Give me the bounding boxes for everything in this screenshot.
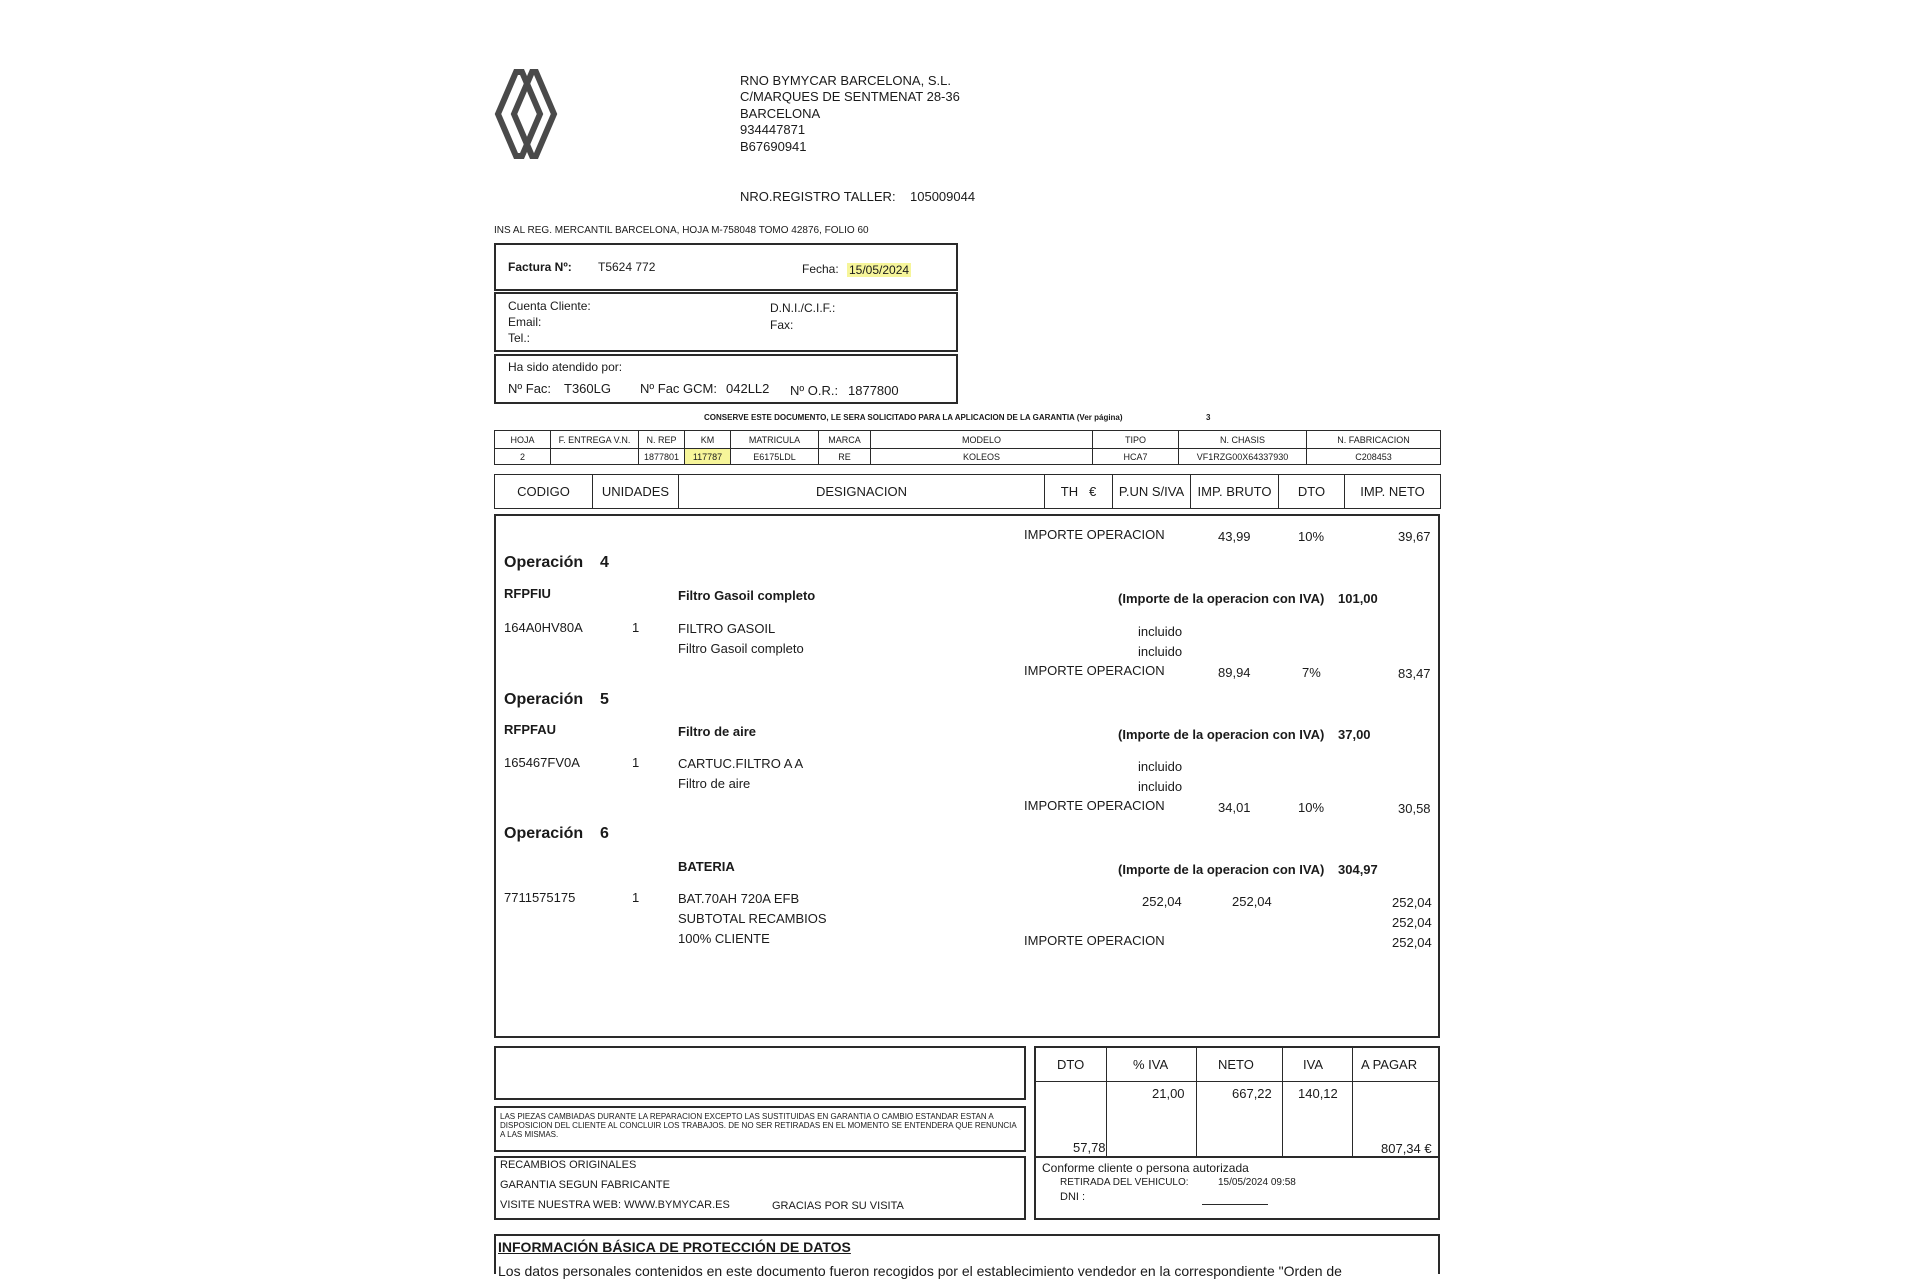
op4-units: 1 [632,620,640,635]
op5-number: 5 [600,691,609,708]
op5-importe-label: IMPORTE OPERACION [1024,798,1165,813]
vehicle-header-nrep: N. REP [639,431,685,449]
op5-neto: 30,58 [1398,801,1431,816]
mercantile-registry: INS AL REG. MERCANTIL BARCELONA, HOJA M-758048 TOMO 42876, FOLIO 60 [494,225,869,236]
vehicle-entrega [551,449,639,465]
op6-subtotal: 252,04 [1392,915,1432,930]
vehicle-value-row [495,449,1441,465]
totals-divider-2 [1196,1046,1197,1158]
vehicle-header-entrega: F. ENTREGA V.N. [551,431,639,449]
op4-number: 4 [600,554,609,571]
top-importe-dto: 10% [1298,529,1325,544]
op5-incluido-1: incluido [1138,759,1183,774]
customer-email-label: Email: [508,315,542,329]
customer-fax-label: Fax: [770,318,794,332]
totals-header-dto: DTO [1057,1057,1085,1072]
renault-logo [494,68,558,160]
op6-importe-label: IMPORTE OPERACION [1024,933,1165,948]
customer-dni-label: D.N.I./C.I.F.: [770,301,836,315]
col-dto: DTO [1279,475,1345,509]
vehicle-tipo: HCA7 [1093,449,1179,465]
op4-bruto: 89,94 [1218,665,1251,680]
top-importe-bruto: 43,99 [1218,529,1251,544]
warranty-text: GARANTIA SEGUN FABRICANTE [500,1179,670,1191]
top-importe-neto: 39,67 [1398,529,1431,544]
op5-total-iva: 37,00 [1338,727,1371,742]
op4-iva-label: (Importe de la operacion con IVA) [1118,591,1325,606]
op4-incluido-1: incluido [1138,624,1183,639]
vehicle-header-modelo: MODELO [871,431,1093,449]
attended-or-value: 1877800 [848,383,899,398]
totals-dto: 57,78 [1073,1140,1106,1155]
privacy-title: INFORMACIÓN BÁSICA DE PROTECCIÓN DE DATOS [498,1239,851,1255]
totals-header-iva-pct: % IVA [1133,1057,1169,1072]
invoice-number-label: Factura Nº: [508,260,572,274]
op5-title: Operación [504,691,584,708]
op5-units: 1 [632,755,640,770]
op4-neto: 83,47 [1398,666,1431,681]
vehicle-header-fabricacion: N. FABRICACION [1307,431,1441,449]
retirada-value: 15/05/2024 09:58 [1218,1177,1296,1188]
op4-total-iva: 101,00 [1338,591,1378,606]
remarks-box [494,1046,1026,1100]
dni-label: DNI : [1060,1191,1086,1203]
op4-code: RFPFIU [504,586,551,601]
op6-name: BATERIA [678,859,735,874]
totals-iva: 140,12 [1298,1086,1338,1101]
totals-header-divider [1034,1081,1440,1082]
vehicle-modelo: KOLEOS [871,449,1093,465]
op4-importe-label: IMPORTE OPERACION [1024,663,1165,678]
totals-header-iva: IVA [1303,1057,1323,1072]
op6-total-iva: 304,97 [1338,862,1378,877]
vehicle-header-marca: MARCA [819,431,871,449]
vehicle-matricula: E6175LDL [731,449,819,465]
conformity-label: Conforme cliente o persona autorizada [1042,1161,1249,1175]
warranty-page: 3 [1206,413,1211,422]
invoice-number: T5624 772 [598,260,656,274]
vehicle-header-chasis: N. CHASIS [1179,431,1307,449]
vehicle-header-tipo: TIPO [1093,431,1179,449]
retirada-label: RETIRADA DEL VEHICULO: [1060,1177,1189,1188]
vehicle-header-matricula: MATRICULA [731,431,819,449]
op4-part-name: FILTRO GASOIL [678,621,776,636]
col-th-euro [1045,475,1113,509]
attended-or-label: Nº O.R.: [790,383,839,398]
company-tax-id: B67690941 [740,139,807,154]
op4-dto: 7% [1302,665,1321,680]
vehicle-header-row [495,431,1441,449]
op5-bruto: 34,01 [1218,800,1251,815]
col-bruto: IMP. BRUTO [1191,475,1279,509]
attended-gcm-label: Nº Fac GCM: [640,381,717,396]
warranty-notice: CONSERVE ESTE DOCUMENTO, LE SERA SOLICITADO PARA LA APLICACION DE LA GARANTIA (Ver página) [704,413,1123,422]
op4-title: Operación [504,554,584,571]
parts-notice: LAS PIEZAS CAMBIADAS DURANTE LA REPARACION EXCEPTO LAS SUSTITUIDAS EN GARANTIA O CAMBIO ESTANDAR ESTAN A DISPOSICION DEL CLIENTE AL CONCLUIR LOS TRABAJOS. DE NO SER RETIRADAS EN EL MOMENTO SE ENTENDERA QUE RENUNCIA A LAS MISMAS. [500,1112,1017,1139]
op5-code: RFPFAU [504,722,556,737]
op4-name: Filtro Gasoil completo [678,588,816,603]
thanks-text: GRACIAS POR SU VISITA [772,1200,904,1212]
op6-title: Operación [504,825,584,842]
invoice-date: 15/05/2024 [849,263,910,277]
op5-name: Filtro de aire [678,724,757,739]
vehicle-table [494,430,1441,465]
col-th: TH [1060,484,1079,499]
vehicle-fabricacion: C208453 [1307,449,1441,465]
company-name: RNO BYMYCAR BARCELONA, S.L. [740,73,951,88]
op5-incluido-2: incluido [1138,779,1183,794]
op6-neto: 252,04 [1392,895,1432,910]
totals-a-pagar: 807,34 € [1381,1141,1432,1156]
op4-incluido-2: incluido [1138,644,1183,659]
col-codigo: CODIGO [495,475,593,509]
op6-pun: 252,04 [1142,894,1182,909]
customer-account-label: Cuenta Cliente: [508,299,591,313]
vehicle-km: 117787 [685,449,731,465]
op4-part-code: 164A0HV80A [504,620,583,635]
totals-header-neto: NETO [1218,1057,1254,1072]
op5-part-sub: Filtro de aire [678,776,751,791]
customer-tel-label: Tel.: [508,331,531,345]
op6-iva-label: (Importe de la operacion con IVA) [1118,862,1325,877]
op5-part-name: CARTUC.FILTRO A A [678,756,804,771]
op6-client-label: 100% CLIENTE [678,931,770,946]
attended-fac-label: Nº Fac: [508,381,552,396]
attended-fac-value: T360LG [564,381,611,396]
col-euro: € [1088,484,1097,499]
col-pun: P.UN S/IVA [1113,475,1191,509]
privacy-text: Los datos personales contenidos en este documento fueron recogidos por el establecimiento vendedor en la correspondiente "Orden de [498,1263,1342,1279]
vehicle-header-km: KM [685,431,731,449]
company-address: C/MARQUES DE SENTMENAT 28-36 [740,89,960,104]
vehicle-marca: RE [819,449,871,465]
col-designacion: DESIGNACION [679,475,1045,509]
signature-line [1202,1204,1268,1205]
vehicle-nrep: 1877801 [639,449,685,465]
op6-subtotal-label: SUBTOTAL RECAMBIOS [678,911,827,926]
company-phone: 934447871 [740,122,806,137]
op6-units: 1 [632,890,640,905]
op6-client-total: 252,04 [1392,935,1432,950]
invoice-date-label: Fecha: [802,262,839,276]
vehicle-hoja: 2 [495,449,551,465]
op5-iva-label: (Importe de la operacion con IVA) [1118,727,1325,742]
col-neto: IMP. NETO [1345,475,1441,509]
op6-part-name: BAT.70AH 720A EFB [678,891,800,906]
totals-iva-pct: 21,00 [1152,1086,1185,1101]
col-unidades: UNIDADES [593,475,679,509]
totals-divider-3 [1282,1046,1283,1158]
registry-value: 105009044 [910,189,976,204]
company-city: BARCELONA [740,106,821,121]
vehicle-header-hoja: HOJA [495,431,551,449]
op6-bruto: 252,04 [1232,894,1272,909]
top-importe-label: IMPORTE OPERACION [1024,527,1165,542]
totals-header-a-pagar: A PAGAR [1361,1057,1418,1072]
op5-dto: 10% [1298,800,1325,815]
totals-neto: 667,22 [1232,1086,1272,1101]
attended-label: Ha sido atendido por: [508,360,623,374]
totals-divider-1 [1106,1046,1107,1158]
op4-part-sub: Filtro Gasoil completo [678,641,804,656]
lines-header-table [494,474,1441,509]
op5-part-code: 165467FV0A [504,755,580,770]
op6-part-code: 7711575175 [504,890,576,905]
website-text: VISITE NUESTRA WEB: WWW.BYMYCAR.ES [500,1199,730,1211]
vehicle-chasis: VF1RZG00X64337930 [1179,449,1307,465]
attended-gcm-value: 042LL2 [726,381,770,396]
registry-label: NRO.REGISTRO TALLER: [740,189,896,204]
totals-divider-4 [1352,1046,1353,1158]
op6-number: 6 [600,825,609,842]
original-parts: RECAMBIOS ORIGINALES [500,1159,637,1171]
